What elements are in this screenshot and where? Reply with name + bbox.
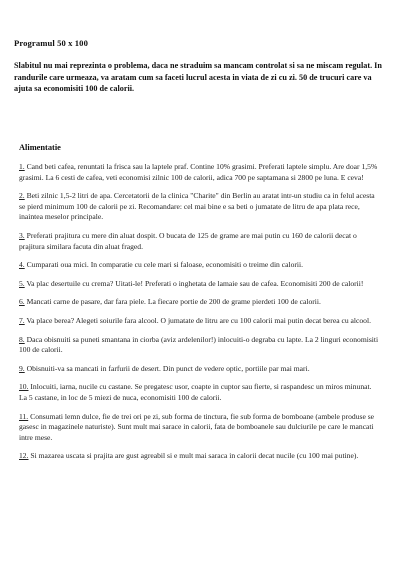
list-item — [19, 451, 381, 462]
list-item — [19, 316, 381, 327]
item-text: Mancati carne de pasare, dar fara piele. La fiecare portie de 200 de grame pierdeti 100 de calorii. — [26, 297, 321, 307]
document-title: Programul 50 x 100 — [14, 38, 88, 48]
list-item — [19, 162, 381, 183]
list-item — [19, 297, 381, 308]
list-item — [19, 335, 381, 356]
list-item — [19, 364, 381, 375]
item-number: 12. — [19, 451, 29, 461]
tips-list — [19, 162, 381, 470]
item-text: Preferati prajitura cu mere din aluat dospit. O bucata de 125 de grame are mai putin cu 160 de calorii decat o prajitura similara facuta din aluat fraged. — [19, 230, 357, 251]
item-number: 7. — [19, 315, 25, 325]
item-number: 10. — [19, 382, 29, 392]
item-number: 6. — [19, 297, 25, 307]
item-number: 9. — [19, 363, 25, 373]
item-text: Obisnuiti-va sa mancati in farfurii de desert. Din punct de vedere optic, portiile par mai mari. — [26, 363, 310, 373]
item-text: Daca obisnuiti sa puneti smantana in ciorba (aviz ardelenilor!) inlocuiti-o degraba cu lapte. La 2 linguri economisiti 100 de calorii. — [19, 334, 379, 355]
item-number: 2. — [19, 191, 25, 201]
list-item — [19, 260, 381, 271]
item-text: Va plac desertuile cu crema? Uitati-le! Preferati o inghetata de lamaie sau de cafea. Economisiti 200 de calorii! — [26, 278, 364, 288]
item-text: Va place berea? Alegeti soiurile fara alcool. O jumatate de litru are cu 100 calorii mai putin decat berea cu alcool. — [26, 315, 371, 325]
item-number: 11. — [19, 411, 29, 421]
item-number: 8. — [19, 334, 25, 344]
list-item — [19, 191, 381, 223]
item-number: 4. — [19, 260, 25, 270]
item-text: Si mazarea uscata si prajita are gust agreabil si e mult mai saraca in calorii decat nucile (cu 100 mai putine). — [30, 451, 359, 461]
section-heading: Alimentatie — [19, 143, 61, 152]
item-number: 3. — [19, 230, 25, 240]
item-text: Cumparati oua mici. In comparatie cu cele mari si faloase, economisiti o treime din calorii. — [26, 260, 304, 270]
item-number: 5. — [19, 278, 25, 288]
list-item — [19, 412, 381, 444]
list-item — [19, 231, 381, 252]
intro-paragraph: Slabitul nu mai reprezinta o problema, daca ne straduim sa mancam controlat si sa ne miscam regulat. In randurile care urmeaza, va aratam cum sa faceti lucrul acesta in viata de zi cu zi. 50 de trucuri care va ajuta sa economisiti 100 de calorii. — [14, 61, 382, 94]
list-item — [19, 382, 381, 403]
item-text: Consumati lemn dulce, fie de trei ori pe zi, sub forma de tinctura, fie sub forma de bomboane (ambele produse se gasesc in magazinele naturiste). Sunt mult mai sarace in calorii, fata de bomboanele sau dulciurile pe care le mancati intre mese. — [19, 411, 375, 442]
item-text: Inlocuiti, iarna, nucile cu castane. Se pregatesc usor, coapte in cuptor sau fierte, si raspandesc un miros minunat. La 5 castane, in loc de 5 miezi de nuca, economisiti 100 de calorii. — [19, 382, 372, 402]
item-text: Beti zilnic 1,5-2 litri de apa. Cercetatorii de la clinica "Charite" din Berlin au aratat intr-un studiu ca in felul acesta se pierd minimum 100 de calorii pe zi. Recomandare: cel mai bine e sa beti o jumatate de litru de apa plata rece, inaintea meselor principale. — [19, 191, 375, 222]
item-number: 1. — [19, 162, 25, 171]
list-item — [19, 279, 381, 290]
item-text: Cand beti cafea, renuntati la frisca sau la laptele praf. Contine 10% grasimi. Preferati laptele simplu. Are doar 1,5% grasimi. La 6 cesti de cafea, veti economisi zilnic 100 de calorii, adica 700 pe saptamana si 2800 pe luna. E ceva! — [19, 162, 378, 182]
